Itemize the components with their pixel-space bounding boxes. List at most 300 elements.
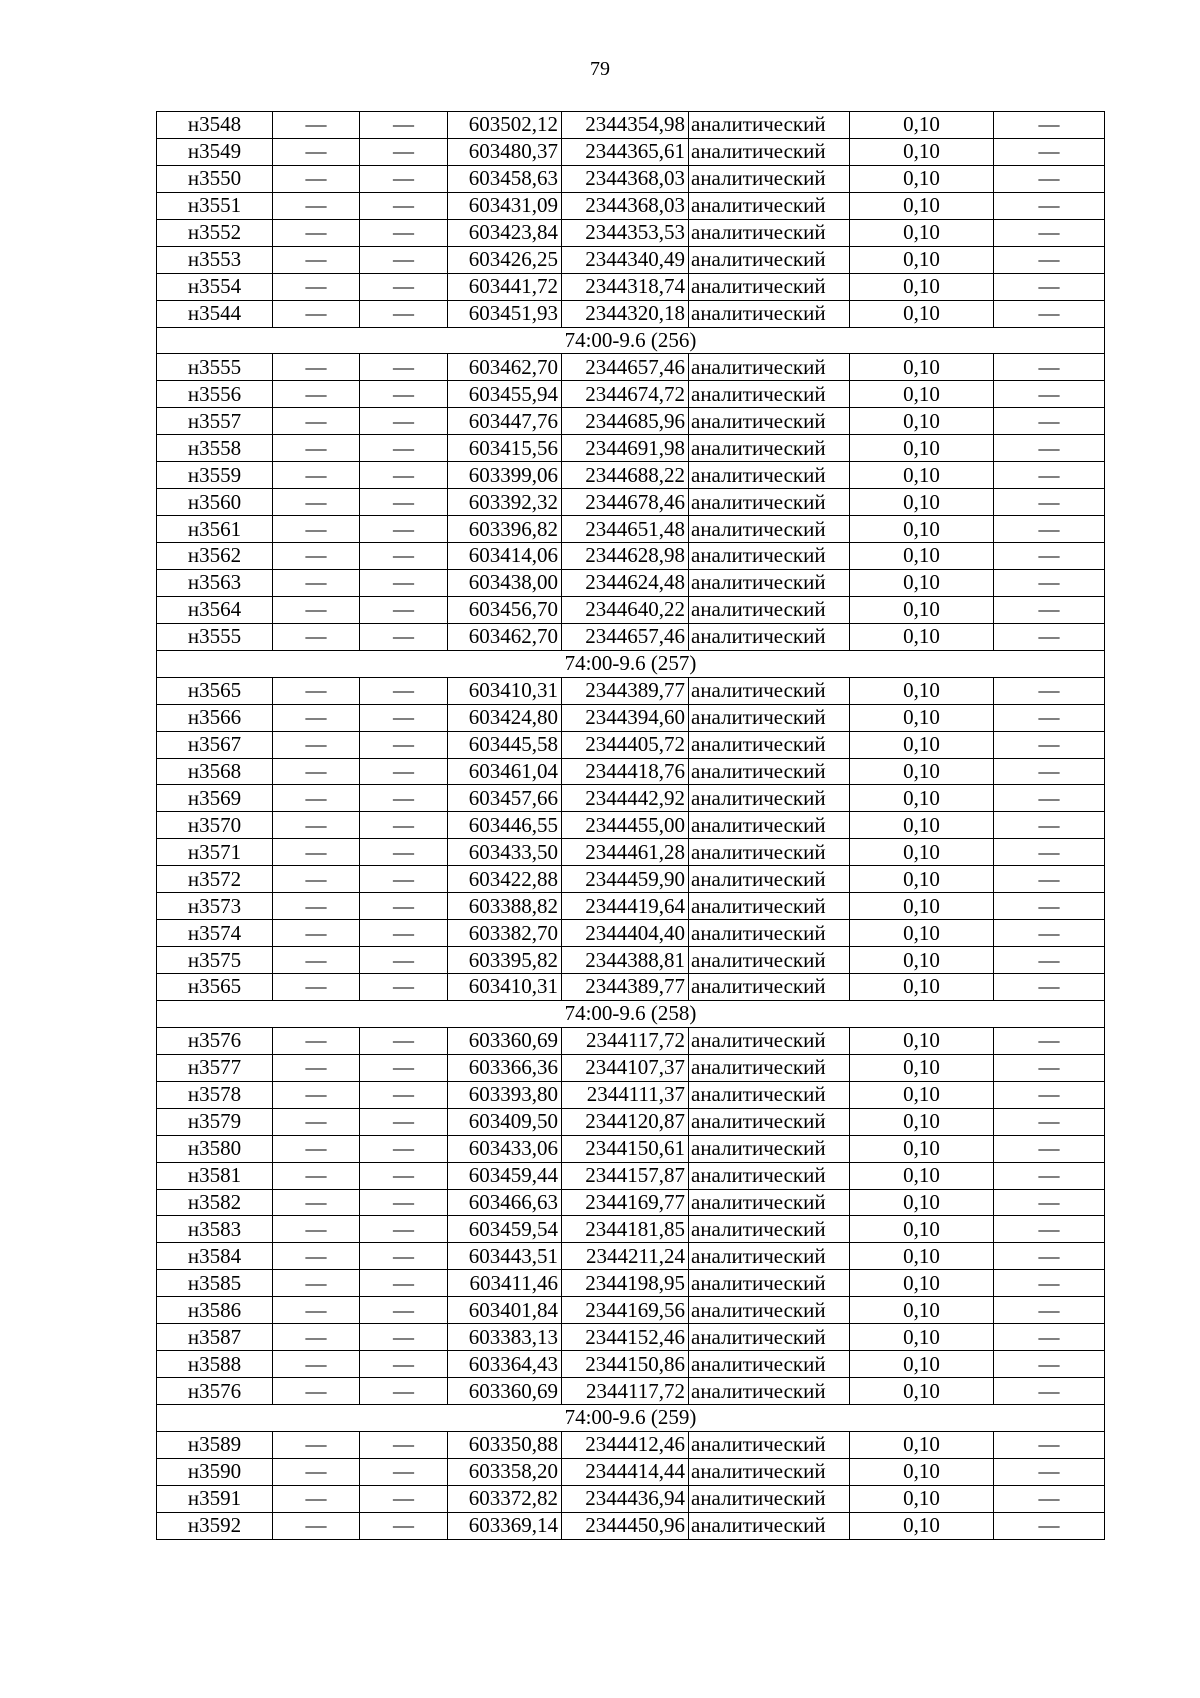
y-coordinate-cell: 2344405,72 [562, 731, 689, 758]
point-id-cell: н3558 [157, 435, 273, 462]
method-cell: аналитический [689, 408, 850, 435]
point-id-cell: н3591 [157, 1485, 273, 1512]
x-coordinate-cell: 603426,25 [448, 246, 562, 273]
dash-cell: — [994, 219, 1105, 246]
method-cell: аналитический [689, 1189, 850, 1216]
dash-cell: — [273, 1081, 360, 1108]
y-coordinate-cell: 2344150,61 [562, 1135, 689, 1162]
method-cell: аналитический [689, 1162, 850, 1189]
x-coordinate-cell: 603459,44 [448, 1162, 562, 1189]
dash-cell: — [273, 623, 360, 650]
table-row [157, 489, 1105, 516]
point-id-cell: н3563 [157, 569, 273, 596]
point-id-cell: н3583 [157, 1216, 273, 1243]
dash-cell: — [994, 704, 1105, 731]
y-coordinate-cell: 2344640,22 [562, 596, 689, 623]
x-coordinate-cell: 603502,12 [448, 112, 562, 139]
y-coordinate-cell: 2344318,74 [562, 273, 689, 300]
point-id-cell: н3592 [157, 1512, 273, 1539]
table-row [157, 408, 1105, 435]
dash-cell: — [273, 1189, 360, 1216]
point-id-cell: н3556 [157, 381, 273, 408]
method-cell: аналитический [689, 354, 850, 381]
table-row [157, 1189, 1105, 1216]
table-row [157, 866, 1105, 893]
page-number: 79 [590, 58, 610, 80]
method-cell: аналитический [689, 920, 850, 947]
precision-cell: 0,10 [850, 569, 994, 596]
dash-cell: — [273, 138, 360, 165]
method-cell: аналитический [689, 758, 850, 785]
table-row [157, 1485, 1105, 1512]
dash-cell: — [994, 165, 1105, 192]
dash-cell: — [360, 1270, 448, 1297]
point-id-cell: н3559 [157, 462, 273, 489]
dash-cell: — [360, 731, 448, 758]
y-coordinate-cell: 2344442,92 [562, 785, 689, 812]
dash-cell: — [360, 219, 448, 246]
precision-cell: 0,10 [850, 1351, 994, 1378]
dash-cell: — [360, 893, 448, 920]
precision-cell: 0,10 [850, 1243, 994, 1270]
table-row [157, 1081, 1105, 1108]
method-cell: аналитический [689, 1270, 850, 1297]
dash-cell: — [273, 1243, 360, 1270]
method-cell: аналитический [689, 866, 850, 893]
table-row [157, 1512, 1105, 1539]
point-id-cell: н3576 [157, 1378, 273, 1405]
dash-cell: — [273, 300, 360, 327]
method-cell: аналитический [689, 1351, 850, 1378]
dash-cell: — [273, 974, 360, 1001]
precision-cell: 0,10 [850, 489, 994, 516]
x-coordinate-cell: 603401,84 [448, 1297, 562, 1324]
dash-cell: — [273, 1135, 360, 1162]
point-id-cell: н3548 [157, 112, 273, 139]
point-id-cell: н3565 [157, 974, 273, 1001]
dash-cell: — [360, 165, 448, 192]
dash-cell: — [273, 893, 360, 920]
precision-cell: 0,10 [850, 920, 994, 947]
y-coordinate-cell: 2344198,95 [562, 1270, 689, 1297]
dash-cell: — [994, 1485, 1105, 1512]
dash-cell: — [273, 1054, 360, 1081]
dash-cell: — [994, 1324, 1105, 1351]
y-coordinate-cell: 2344691,98 [562, 435, 689, 462]
y-coordinate-cell: 2344169,56 [562, 1297, 689, 1324]
dash-cell: — [273, 1351, 360, 1378]
dash-cell: — [994, 192, 1105, 219]
table-row [157, 785, 1105, 812]
table-row [157, 947, 1105, 974]
precision-cell: 0,10 [850, 300, 994, 327]
method-cell: аналитический [689, 1135, 850, 1162]
y-coordinate-cell: 2344353,53 [562, 219, 689, 246]
y-coordinate-cell: 2344688,22 [562, 462, 689, 489]
x-coordinate-cell: 603438,00 [448, 569, 562, 596]
table-row [157, 1135, 1105, 1162]
dash-cell: — [360, 1485, 448, 1512]
dash-cell: — [994, 569, 1105, 596]
y-coordinate-cell: 2344418,76 [562, 758, 689, 785]
dash-cell: — [994, 138, 1105, 165]
method-cell: аналитический [689, 273, 850, 300]
table-row [157, 138, 1105, 165]
table-row [157, 731, 1105, 758]
precision-cell: 0,10 [850, 974, 994, 1001]
dash-cell: — [994, 1270, 1105, 1297]
y-coordinate-cell: 2344211,24 [562, 1243, 689, 1270]
table-row [157, 812, 1105, 839]
precision-cell: 0,10 [850, 138, 994, 165]
method-cell: аналитический [689, 462, 850, 489]
table-row [157, 381, 1105, 408]
method-cell: аналитический [689, 1324, 850, 1351]
dash-cell: — [360, 596, 448, 623]
point-id-cell: н3580 [157, 1135, 273, 1162]
precision-cell: 0,10 [850, 1485, 994, 1512]
method-cell: аналитический [689, 812, 850, 839]
table-row [157, 677, 1105, 704]
table-row [157, 974, 1105, 1001]
y-coordinate-cell: 2344414,44 [562, 1458, 689, 1485]
point-id-cell: н3586 [157, 1297, 273, 1324]
dash-cell: — [994, 1512, 1105, 1539]
y-coordinate-cell: 2344455,00 [562, 812, 689, 839]
table-row [157, 1108, 1105, 1135]
x-coordinate-cell: 603424,80 [448, 704, 562, 731]
dash-cell: — [360, 812, 448, 839]
x-coordinate-cell: 603433,06 [448, 1135, 562, 1162]
x-coordinate-cell: 603414,06 [448, 543, 562, 570]
coordinates-table [156, 111, 1105, 1540]
method-cell: аналитический [689, 569, 850, 596]
precision-cell: 0,10 [850, 435, 994, 462]
method-cell: аналитический [689, 543, 850, 570]
point-id-cell: н3575 [157, 947, 273, 974]
method-cell: аналитический [689, 1216, 850, 1243]
dash-cell: — [273, 273, 360, 300]
dash-cell: — [994, 300, 1105, 327]
precision-cell: 0,10 [850, 1431, 994, 1458]
dash-cell: — [273, 516, 360, 543]
dash-cell: — [360, 381, 448, 408]
dash-cell: — [273, 1027, 360, 1054]
x-coordinate-cell: 603392,32 [448, 489, 562, 516]
table-row [157, 273, 1105, 300]
dash-cell: — [994, 246, 1105, 273]
dash-cell: — [273, 1162, 360, 1189]
table-row [157, 1378, 1105, 1405]
x-coordinate-cell: 603360,69 [448, 1027, 562, 1054]
table-row [157, 920, 1105, 947]
y-coordinate-cell: 2344365,61 [562, 138, 689, 165]
dash-cell: — [273, 1485, 360, 1512]
dash-cell: — [273, 596, 360, 623]
point-id-cell: н3550 [157, 165, 273, 192]
precision-cell: 0,10 [850, 866, 994, 893]
dash-cell: — [994, 1027, 1105, 1054]
point-id-cell: н3574 [157, 920, 273, 947]
x-coordinate-cell: 603466,63 [448, 1189, 562, 1216]
point-id-cell: н3590 [157, 1458, 273, 1485]
table-row [157, 704, 1105, 731]
point-id-cell: н3567 [157, 731, 273, 758]
point-id-cell: н3562 [157, 543, 273, 570]
x-coordinate-cell: 603388,82 [448, 893, 562, 920]
dash-cell: — [360, 947, 448, 974]
dash-cell: — [360, 623, 448, 650]
precision-cell: 0,10 [850, 731, 994, 758]
point-id-cell: н3581 [157, 1162, 273, 1189]
dash-cell: — [994, 974, 1105, 1001]
dash-cell: — [994, 1054, 1105, 1081]
x-coordinate-cell: 603369,14 [448, 1512, 562, 1539]
section-header-row [157, 650, 1105, 677]
x-coordinate-cell: 603431,09 [448, 192, 562, 219]
y-coordinate-cell: 2344368,03 [562, 192, 689, 219]
y-coordinate-cell: 2344388,81 [562, 947, 689, 974]
dash-cell: — [360, 543, 448, 570]
method-cell: аналитический [689, 1027, 850, 1054]
method-cell: аналитический [689, 435, 850, 462]
dash-cell: — [273, 381, 360, 408]
x-coordinate-cell: 603410,31 [448, 974, 562, 1001]
dash-cell: — [994, 381, 1105, 408]
section-header-row [157, 327, 1105, 354]
method-cell: аналитический [689, 596, 850, 623]
method-cell: аналитический [689, 516, 850, 543]
method-cell: аналитический [689, 165, 850, 192]
dash-cell: — [994, 1431, 1105, 1458]
dash-cell: — [273, 462, 360, 489]
dash-cell: — [360, 866, 448, 893]
precision-cell: 0,10 [850, 408, 994, 435]
point-id-cell: н3570 [157, 812, 273, 839]
precision-cell: 0,10 [850, 219, 994, 246]
precision-cell: 0,10 [850, 758, 994, 785]
dash-cell: — [994, 758, 1105, 785]
dash-cell: — [273, 812, 360, 839]
x-coordinate-cell: 603423,84 [448, 219, 562, 246]
dash-cell: — [360, 1458, 448, 1485]
table-row [157, 1243, 1105, 1270]
dash-cell: — [360, 516, 448, 543]
precision-cell: 0,10 [850, 785, 994, 812]
y-coordinate-cell: 2344117,72 [562, 1027, 689, 1054]
point-id-cell: н3560 [157, 489, 273, 516]
point-id-cell: н3569 [157, 785, 273, 812]
y-coordinate-cell: 2344111,37 [562, 1081, 689, 1108]
x-coordinate-cell: 603455,94 [448, 381, 562, 408]
y-coordinate-cell: 2344150,86 [562, 1351, 689, 1378]
dash-cell: — [994, 623, 1105, 650]
point-id-cell: н3551 [157, 192, 273, 219]
dash-cell: — [273, 677, 360, 704]
y-coordinate-cell: 2344404,40 [562, 920, 689, 947]
method-cell: аналитический [689, 219, 850, 246]
x-coordinate-cell: 603360,69 [448, 1378, 562, 1405]
table-row [157, 569, 1105, 596]
dash-cell: — [273, 246, 360, 273]
table-row [157, 1054, 1105, 1081]
precision-cell: 0,10 [850, 947, 994, 974]
table-row [157, 219, 1105, 246]
y-coordinate-cell: 2344624,48 [562, 569, 689, 596]
dash-cell: — [360, 1189, 448, 1216]
precision-cell: 0,10 [850, 1216, 994, 1243]
dash-cell: — [360, 1324, 448, 1351]
method-cell: аналитический [689, 138, 850, 165]
table-row [157, 1324, 1105, 1351]
dash-cell: — [273, 354, 360, 381]
y-coordinate-cell: 2344394,60 [562, 704, 689, 731]
point-id-cell: н3553 [157, 246, 273, 273]
precision-cell: 0,10 [850, 246, 994, 273]
method-cell: аналитический [689, 839, 850, 866]
method-cell: аналитический [689, 677, 850, 704]
point-id-cell: н3565 [157, 677, 273, 704]
dash-cell: — [994, 866, 1105, 893]
table-row [157, 462, 1105, 489]
method-cell: аналитический [689, 489, 850, 516]
table-row [157, 165, 1105, 192]
dash-cell: — [994, 812, 1105, 839]
y-coordinate-cell: 2344628,98 [562, 543, 689, 570]
dash-cell: — [273, 112, 360, 139]
dash-cell: — [994, 1216, 1105, 1243]
y-coordinate-cell: 2344459,90 [562, 866, 689, 893]
dash-cell: — [994, 489, 1105, 516]
x-coordinate-cell: 603445,58 [448, 731, 562, 758]
method-cell: аналитический [689, 974, 850, 1001]
y-coordinate-cell: 2344117,72 [562, 1378, 689, 1405]
y-coordinate-cell: 2344354,98 [562, 112, 689, 139]
y-coordinate-cell: 2344368,03 [562, 165, 689, 192]
y-coordinate-cell: 2344436,94 [562, 1485, 689, 1512]
y-coordinate-cell: 2344320,18 [562, 300, 689, 327]
precision-cell: 0,10 [850, 354, 994, 381]
table-row [157, 300, 1105, 327]
x-coordinate-cell: 603433,50 [448, 839, 562, 866]
dash-cell: — [360, 246, 448, 273]
y-coordinate-cell: 2344657,46 [562, 354, 689, 381]
dash-cell: — [273, 219, 360, 246]
dash-cell: — [273, 1431, 360, 1458]
method-cell: аналитический [689, 785, 850, 812]
precision-cell: 0,10 [850, 165, 994, 192]
dash-cell: — [994, 462, 1105, 489]
dash-cell: — [994, 112, 1105, 139]
method-cell: аналитический [689, 893, 850, 920]
section-title: 74:00-9.6 (256) [157, 327, 1105, 354]
dash-cell: — [994, 1162, 1105, 1189]
precision-cell: 0,10 [850, 1081, 994, 1108]
dash-cell: — [360, 677, 448, 704]
method-cell: аналитический [689, 1485, 850, 1512]
dash-cell: — [360, 1027, 448, 1054]
point-id-cell: н3552 [157, 219, 273, 246]
method-cell: аналитический [689, 192, 850, 219]
y-coordinate-cell: 2344685,96 [562, 408, 689, 435]
precision-cell: 0,10 [850, 596, 994, 623]
section-header-row [157, 1405, 1105, 1432]
y-coordinate-cell: 2344389,77 [562, 677, 689, 704]
dash-cell: — [273, 839, 360, 866]
dash-cell: — [273, 731, 360, 758]
point-id-cell: н3578 [157, 1081, 273, 1108]
point-id-cell: н3555 [157, 623, 273, 650]
dash-cell: — [360, 569, 448, 596]
dash-cell: — [273, 1378, 360, 1405]
x-coordinate-cell: 603422,88 [448, 866, 562, 893]
table-row [157, 1216, 1105, 1243]
precision-cell: 0,10 [850, 1512, 994, 1539]
point-id-cell: н3587 [157, 1324, 273, 1351]
point-id-cell: н3554 [157, 273, 273, 300]
point-id-cell: н3566 [157, 704, 273, 731]
dash-cell: — [273, 758, 360, 785]
method-cell: аналитический [689, 246, 850, 273]
dash-cell: — [994, 785, 1105, 812]
dash-cell: — [360, 489, 448, 516]
table-row [157, 893, 1105, 920]
precision-cell: 0,10 [850, 112, 994, 139]
x-coordinate-cell: 603358,20 [448, 1458, 562, 1485]
point-id-cell: н3579 [157, 1108, 273, 1135]
precision-cell: 0,10 [850, 1189, 994, 1216]
dash-cell: — [273, 1108, 360, 1135]
x-coordinate-cell: 603461,04 [448, 758, 562, 785]
x-coordinate-cell: 603451,93 [448, 300, 562, 327]
table-row [157, 1297, 1105, 1324]
method-cell: аналитический [689, 381, 850, 408]
dash-cell: — [360, 273, 448, 300]
x-coordinate-cell: 603411,46 [448, 1270, 562, 1297]
point-id-cell: н3589 [157, 1431, 273, 1458]
dash-cell: — [994, 596, 1105, 623]
dash-cell: — [994, 516, 1105, 543]
dash-cell: — [360, 1243, 448, 1270]
y-coordinate-cell: 2344678,46 [562, 489, 689, 516]
method-cell: аналитический [689, 1431, 850, 1458]
x-coordinate-cell: 603399,06 [448, 462, 562, 489]
dash-cell: — [360, 1162, 448, 1189]
dash-cell: — [360, 300, 448, 327]
method-cell: аналитический [689, 1081, 850, 1108]
dash-cell: — [273, 1324, 360, 1351]
dash-cell: — [360, 1216, 448, 1243]
y-coordinate-cell: 2344461,28 [562, 839, 689, 866]
y-coordinate-cell: 2344181,85 [562, 1216, 689, 1243]
dash-cell: — [994, 1458, 1105, 1485]
x-coordinate-cell: 603446,55 [448, 812, 562, 839]
dash-cell: — [273, 947, 360, 974]
y-coordinate-cell: 2344657,46 [562, 623, 689, 650]
y-coordinate-cell: 2344340,49 [562, 246, 689, 273]
coordinates-table-body [157, 112, 1105, 1540]
point-id-cell: н3573 [157, 893, 273, 920]
x-coordinate-cell: 603409,50 [448, 1108, 562, 1135]
dash-cell: — [360, 1108, 448, 1135]
dash-cell: — [273, 920, 360, 947]
table-row [157, 516, 1105, 543]
dash-cell: — [273, 165, 360, 192]
table-row [157, 1351, 1105, 1378]
method-cell: аналитический [689, 1512, 850, 1539]
precision-cell: 0,10 [850, 516, 994, 543]
table-row [157, 112, 1105, 139]
